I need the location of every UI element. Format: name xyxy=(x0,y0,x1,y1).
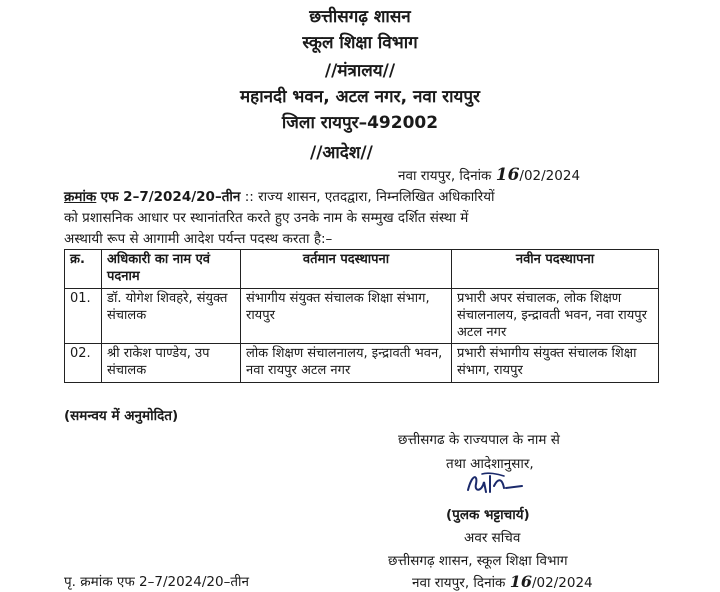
body-text-1: :: राज्य शासन, एतदद्वारा, निम्नलिखित अधिकारियों xyxy=(244,189,495,205)
govt-name: छत्तीसगढ़ शासन xyxy=(309,7,411,27)
row-officer: श्री राकेश पाण्डेय, उप संचालक xyxy=(102,344,241,383)
transfer-table xyxy=(64,249,659,383)
signatory-department: छत्तीसगढ़ शासन, स्कूल शिक्षा विभाग xyxy=(388,553,568,569)
signoff-governor-line: छत्तीसगढ के राज्यपाल के नाम से xyxy=(398,432,560,448)
date-rest: /02/2024 xyxy=(532,575,593,591)
table-row xyxy=(65,344,659,383)
date-prefix: नवा रायपुर, दिनांक xyxy=(412,575,506,591)
approval-note: (समन्वय में अनुमोदित) xyxy=(64,408,179,424)
row-officer: डॉ. योगेश शिवहरे, संयुक्त संचालक xyxy=(102,288,241,344)
table-row xyxy=(65,288,659,344)
signatory-name: (पुलक भट्टाचार्य) xyxy=(446,507,530,523)
row-serial: 01. xyxy=(65,288,102,344)
date-rest: /02/2024 xyxy=(519,168,581,184)
kramank-label: क्रमांक xyxy=(64,189,97,205)
signatory-designation: अवर सचिव xyxy=(464,530,521,546)
date-prefix: नवा रायपुर, दिनांक xyxy=(398,168,492,184)
row-new-posting: प्रभारी अपर संचालक, लोक शिक्षण संचालनालय, इन्द्रावती भवन, नवा रायपुर अटल नगर xyxy=(452,288,659,344)
ministry-label: //मंत्रालय// xyxy=(324,61,396,81)
signature xyxy=(462,470,542,498)
district-pin: जिला रायपुर–492002 xyxy=(281,113,439,133)
col-officer: अधिकारी का नाम एवं पदनाम xyxy=(102,250,241,289)
row-current-posting: संभागीय संयुक्त संचालक शिक्षा संभाग, रायपुर xyxy=(241,288,452,344)
reference-number: एफ 2–7/2024/20–तीन xyxy=(100,189,241,205)
order-body-line2: को प्रशासनिक आधार पर स्थानांतरित करते हुए उनके नाम के सम्मुख दर्शित संस्था में xyxy=(64,210,469,226)
order-title: //आदेश// xyxy=(310,143,373,163)
endorsement-date xyxy=(412,572,593,591)
row-current-posting: लोक शिक्षण संचालनालय, इन्द्रावती भवन, नवा रायपुर अटल नगर xyxy=(241,344,452,383)
handwritten-date-day: 16 xyxy=(509,572,532,591)
row-serial: 02. xyxy=(65,344,102,383)
order-body-line1 xyxy=(64,187,495,205)
office-address: महानदी भवन, अटल नगर, नवा रायपुर xyxy=(240,87,480,107)
table-header-row xyxy=(65,250,659,289)
col-new-posting: नवीन पदस्थापना xyxy=(452,250,659,289)
handwritten-date-day: 16 xyxy=(495,165,520,185)
col-serial: क्र. xyxy=(65,250,102,289)
signoff-order-line: तथा आदेशानुसार, xyxy=(446,456,534,472)
department-name: स्कूल शिक्षा विभाग xyxy=(302,33,418,53)
endorsement-ref: पृ. क्रमांक एफ 2–7/2024/20–तीन xyxy=(64,574,250,590)
order-body-line3: अस्थायी रूप से आगामी आदेश पर्यन्त पदस्थ करता है:– xyxy=(64,231,333,247)
order-date xyxy=(398,165,580,185)
col-current-posting: वर्तमान पदस्थापना xyxy=(241,250,452,289)
row-new-posting: प्रभारी संभागीय संयुक्त संचालक शिक्षा संभाग, रायपुर xyxy=(452,344,659,383)
